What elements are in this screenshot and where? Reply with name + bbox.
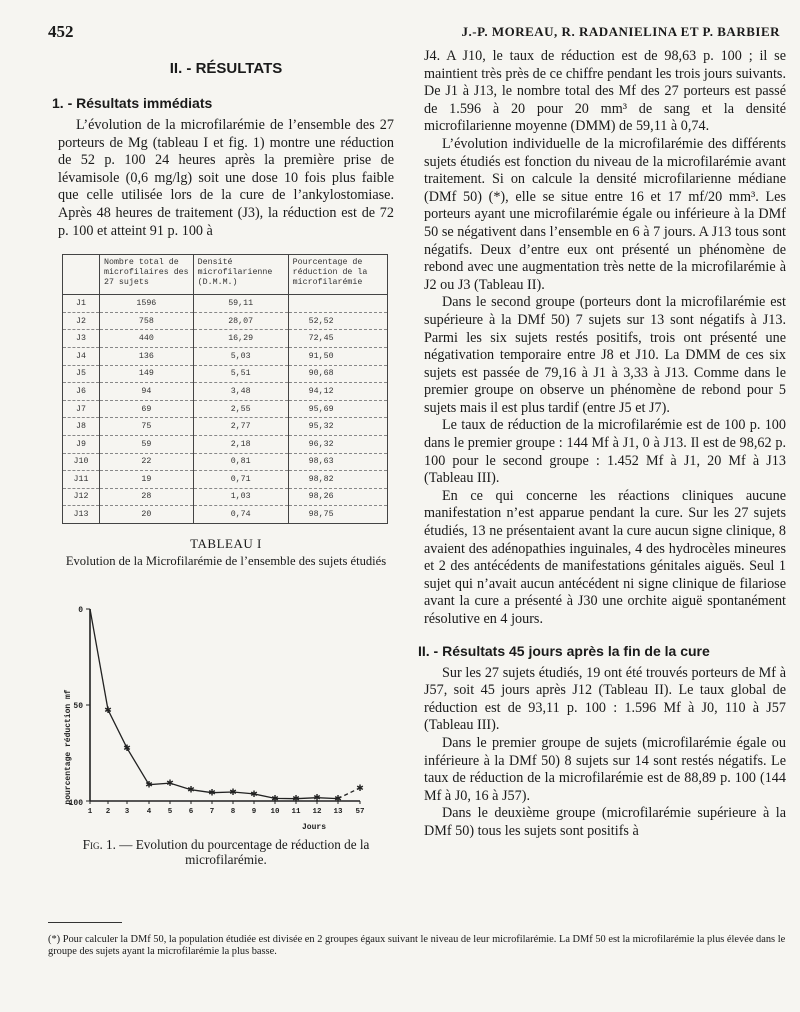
table-cell-mf: 22 bbox=[100, 453, 194, 471]
chart-x-label: Jours bbox=[301, 822, 327, 832]
table-cell-mf: 59 bbox=[100, 435, 194, 453]
chart-x-tick-label: 9 bbox=[251, 807, 257, 816]
figure-caption bbox=[58, 837, 394, 867]
table-cell-pct: 98,63 bbox=[288, 453, 387, 471]
chart-data-point: ✱ bbox=[313, 793, 321, 804]
table-cell-mf: 94 bbox=[100, 383, 194, 401]
chart-data-point: ✱ bbox=[356, 783, 364, 794]
table-cell-dmm: 28,07 bbox=[193, 312, 288, 330]
chart-data-point: ✱ bbox=[271, 794, 279, 805]
table-cell-dmm: 16,29 bbox=[193, 330, 288, 348]
table-cell-day: J8 bbox=[63, 418, 100, 436]
table-cell-dmm: 5,51 bbox=[193, 365, 288, 383]
left-column bbox=[52, 58, 394, 867]
table-cell-mf: 440 bbox=[100, 330, 194, 348]
table-cell-day: J3 bbox=[63, 330, 100, 348]
paragraph-continued: J4. A J10, le taux de réduction est de 98,63 p. 100 ; il se maintient très près de ce chiffre pendant les trois jours suivants. De J1 à J13, le nombre total des Mf des 27 porteurs est passé de 1.596 à 20 pour 20 mm³ de sang et la densité microfilarienne moyenne (DMM) de 59,11 à 0,74. bbox=[424, 48, 786, 135]
chart-data-point: ✱ bbox=[123, 743, 131, 754]
paragraph-5: En ce qui concerne les réactions cliniques aucune manifestation n’est apparue pendant la cure. Sur les 27 sujets étudiés, 13 ne présentaient avant la cure aucun signe clinique, 8 avaient des adénopathies inguinales, 4 des hydrocèles mineures et 2 des antécédents de manifestations génitales aiguës. Seul 1 sujet qui n’avait aucun antécédent ni signe clinique de filariose avant la cure a présenté à J30 une orchite aiguë spontanément résolutive en 4 jours. bbox=[424, 487, 786, 627]
table-1 bbox=[62, 254, 388, 524]
table-cell-dmm: 2,55 bbox=[193, 400, 288, 418]
chart-x-tick-label: 13 bbox=[333, 807, 343, 816]
chart-x-tick-label: 57 bbox=[355, 807, 365, 816]
figure-caption-text: — Evolution du pourcentage de réduction de la microfilarémie. bbox=[119, 836, 370, 867]
chart-x-tick-label: 3 bbox=[124, 807, 130, 816]
page-number: 452 bbox=[48, 22, 74, 41]
chart-x-tick-label: 6 bbox=[188, 807, 194, 816]
table-cell-day: J7 bbox=[63, 400, 100, 418]
table-cell-pct: 98,82 bbox=[288, 471, 387, 489]
table-row bbox=[63, 400, 388, 418]
table-header-day bbox=[63, 255, 100, 295]
table-row bbox=[63, 312, 388, 330]
table-cell-day: J13 bbox=[63, 506, 100, 524]
table-header-dmm: Densité microfilarienne (D.M.M.) bbox=[193, 255, 288, 295]
table-cell-dmm: 1,03 bbox=[193, 488, 288, 506]
paragraph-2: L’évolution individuelle de la microfilarémie des différents sujets étudiés est fonction du niveau de la microfilarémie avant traitement. Si on calcule la densité microfilarienne médiane (DMf 50) (*), elle se situe entre 16 et 17 mf/20 mm³. Les porteurs ayant une microfilarémie égale ou inférieure à la DMf 50 se négativent dans l’ensemble en 6 à 7 jours. A J13 tous sont négatifs. Deux d’entre eux ont présenté un phénomène de rebond avec une augmentation très nette de la microfilarémie à J2 ou J3 (Tableau II). bbox=[424, 135, 786, 293]
table-row bbox=[63, 330, 388, 348]
table-cell-mf: 758 bbox=[100, 312, 194, 330]
table-cell-day: J10 bbox=[63, 453, 100, 471]
subsection-title-45-days: II. - Résultats 45 jours après la fin de la cure bbox=[418, 642, 710, 659]
chart-y-tick-label: 100 bbox=[68, 798, 83, 808]
table-cell-pct: 98,75 bbox=[288, 506, 387, 524]
chart-data-point: ✱ bbox=[104, 705, 112, 716]
table-row bbox=[63, 295, 388, 313]
figure-label: Fig. 1. bbox=[82, 836, 116, 852]
chart-x-tick-label: 8 bbox=[230, 807, 236, 816]
footnote: (*) Pour calculer la DMf 50, la population étudiée est divisée en 2 groupes égaux suivant le niveau de leur microfilarémie. La DMf 50 est la microfilarémie la plus élevée dans le groupe des sujets ayant la microfilarémie la plus basse. bbox=[48, 934, 786, 958]
table-cell-mf: 75 bbox=[100, 418, 194, 436]
chart-x-tick-label: 12 bbox=[312, 807, 322, 816]
table-row bbox=[63, 365, 388, 383]
table-title: TABLEAU I bbox=[190, 535, 262, 551]
table-cell-dmm: 59,11 bbox=[193, 295, 288, 313]
table-cell-mf: 69 bbox=[100, 400, 194, 418]
table-row bbox=[63, 383, 388, 401]
table-cell-dmm: 3,48 bbox=[193, 383, 288, 401]
table-cell-pct: 91,50 bbox=[288, 347, 387, 365]
table-cell-dmm: 2,77 bbox=[193, 418, 288, 436]
chart-series-line bbox=[90, 609, 338, 799]
chart-x-tick-label: 11 bbox=[291, 807, 301, 816]
right-column bbox=[418, 48, 786, 841]
table-row bbox=[63, 471, 388, 489]
table-cell-pct: 52,52 bbox=[288, 312, 387, 330]
chart-data-point: ✱ bbox=[166, 778, 174, 789]
subsection-title-immediate: 1. - Résultats immédiats bbox=[52, 95, 213, 111]
table-cell-day: J4 bbox=[63, 347, 100, 365]
chart-data-point: ✱ bbox=[208, 788, 216, 799]
table-cell-mf: 1596 bbox=[100, 295, 194, 313]
chart-x-tick-label: 5 bbox=[167, 807, 173, 816]
table-row bbox=[63, 488, 388, 506]
section-title: II. - RÉSULTATS bbox=[169, 60, 283, 77]
table-cell-pct: 95,69 bbox=[288, 400, 387, 418]
table-row bbox=[63, 435, 388, 453]
table-cell-day: J1 bbox=[63, 295, 100, 313]
paragraph-3: Dans le second groupe (porteurs dont la microfilarémie est supérieure à la DMf 50) 7 sujets sur 13 sont négatifs à J13. Parmi les six sujets restés positifs, trois ont présenté une négativation temporaire entre J8 et J10. La DMM de ces six sujets est passée de 79,16 à J1 à 3,33 à J13. Comme dans le premier groupe on observe un phénomène de rebond pour 5 sujets mais il est plus tardif (entre J5 et J7). bbox=[424, 294, 786, 416]
chart-data-point: ✱ bbox=[334, 794, 342, 805]
chart-x-tick-label: 1 bbox=[87, 807, 93, 816]
paragraph-4: Le taux de réduction de la microfilarémie est de 100 p. 100 dans le premier groupe : 144 Mf à J1, 0 à J13. Il est de 98,62 p. 100 pour le second groupe : 1.452 Mf à J1, 20 Mf à J13 (Tableau III). bbox=[424, 417, 786, 487]
table-row bbox=[63, 347, 388, 365]
table-cell-dmm: 0,71 bbox=[193, 471, 288, 489]
table-cell-mf: 19 bbox=[100, 471, 194, 489]
paragraph-8: Dans le deuxième groupe (microfilarémie supérieure à la DMf 50) tous les sujets sont positifs à bbox=[424, 805, 786, 839]
table-row bbox=[63, 506, 388, 524]
table-cell-dmm: 2,18 bbox=[193, 435, 288, 453]
table-cell-pct: 72,45 bbox=[288, 330, 387, 348]
chart-x-tick-label: 2 bbox=[105, 807, 111, 816]
table-cell-dmm: 0,74 bbox=[193, 506, 288, 524]
chart-x-tick-label: 4 bbox=[146, 807, 152, 816]
paragraph-1: L’évolution de la microfilarémie de l’ensemble des 27 porteurs de Mg (tableau I et fig. 1) montre une réduction de 52 p. 100 24 heures après la première prise de lévamisole (0,6 mg/lg) soit une dose 10 fois plus faible que celle utilisée lors de la cure de l’ankylostomiase. Après 48 heures de traitement (J3), la réduction est de 72 p. 100 et atteint 91 p. 100 à bbox=[58, 117, 394, 239]
paragraph-7: Dans le premier groupe de sujets (microfilarémie égale ou inférieure à la DMf 50) 8 sujets sur 14 sont restés négatifs. Le taux de réduction de la microfilarémie est de 88,89 p. 100 (144 Mf à J0, 16 à J57). bbox=[424, 734, 786, 804]
table-cell-pct: 94,12 bbox=[288, 383, 387, 401]
table-cell-dmm: 5,03 bbox=[193, 347, 288, 365]
table-cell-mf: 20 bbox=[100, 506, 194, 524]
table-cell-mf: 149 bbox=[100, 365, 194, 383]
table-cell-day: J11 bbox=[63, 471, 100, 489]
table-cell-pct: 96,32 bbox=[288, 435, 387, 453]
table-cell-dmm: 0,81 bbox=[193, 453, 288, 471]
table-cell-day: J2 bbox=[63, 312, 100, 330]
table-header-row bbox=[63, 255, 388, 295]
table-cell-day: J5 bbox=[63, 365, 100, 383]
figure-1 bbox=[60, 599, 394, 835]
table-cell-day: J12 bbox=[63, 488, 100, 506]
table-row bbox=[63, 418, 388, 436]
chart-y-label: pourcentage réduction mf bbox=[64, 689, 73, 805]
footnote-rule bbox=[48, 922, 122, 923]
chart-y-tick-label: 50 bbox=[73, 701, 83, 711]
table-header-pct: Pourcentage de réduction de la microfilarémie bbox=[288, 255, 387, 295]
chart-y-tick-label: 0 bbox=[78, 605, 83, 615]
table-cell-pct: 90,68 bbox=[288, 365, 387, 383]
chart-data-point: ✱ bbox=[229, 787, 237, 798]
chart-data-point: ✱ bbox=[187, 785, 195, 796]
chart-data-point: ✱ bbox=[145, 780, 153, 791]
table-cell-day: J6 bbox=[63, 383, 100, 401]
table-header-mf: Nombre total de microfilaires des 27 sujets bbox=[100, 255, 194, 295]
paragraph-6: Sur les 27 sujets étudiés, 19 ont été trouvés porteurs de Mf à J57, soit 45 jours après J12 (Tableau II). Le taux global de réduction est de 93,11 p. 100 : 1.596 Mf à J0, 110 à J57 (Tableau III). bbox=[424, 664, 786, 734]
data-table bbox=[62, 254, 388, 524]
table-cell-mf: 136 bbox=[100, 347, 194, 365]
table-cell-mf: 28 bbox=[100, 488, 194, 506]
table-row bbox=[63, 453, 388, 471]
chart-data-point: ✱ bbox=[292, 794, 300, 805]
table-cell-day: J9 bbox=[63, 435, 100, 453]
table-cell-pct: 98,26 bbox=[288, 488, 387, 506]
chart-data-point: ✱ bbox=[250, 789, 258, 800]
reduction-chart bbox=[60, 599, 394, 835]
table-cell-pct bbox=[288, 295, 387, 313]
table-cell-pct: 95,32 bbox=[288, 418, 387, 436]
chart-x-tick-label: 10 bbox=[270, 807, 280, 816]
chart-x-tick-label: 7 bbox=[209, 807, 215, 816]
running-header: J.-P. MOREAU, R. RADANIELINA ET P. BARBIER bbox=[461, 24, 780, 39]
table-caption: Evolution de la Microfilarémie de l’ensemble des sujets étudiés bbox=[65, 553, 387, 568]
